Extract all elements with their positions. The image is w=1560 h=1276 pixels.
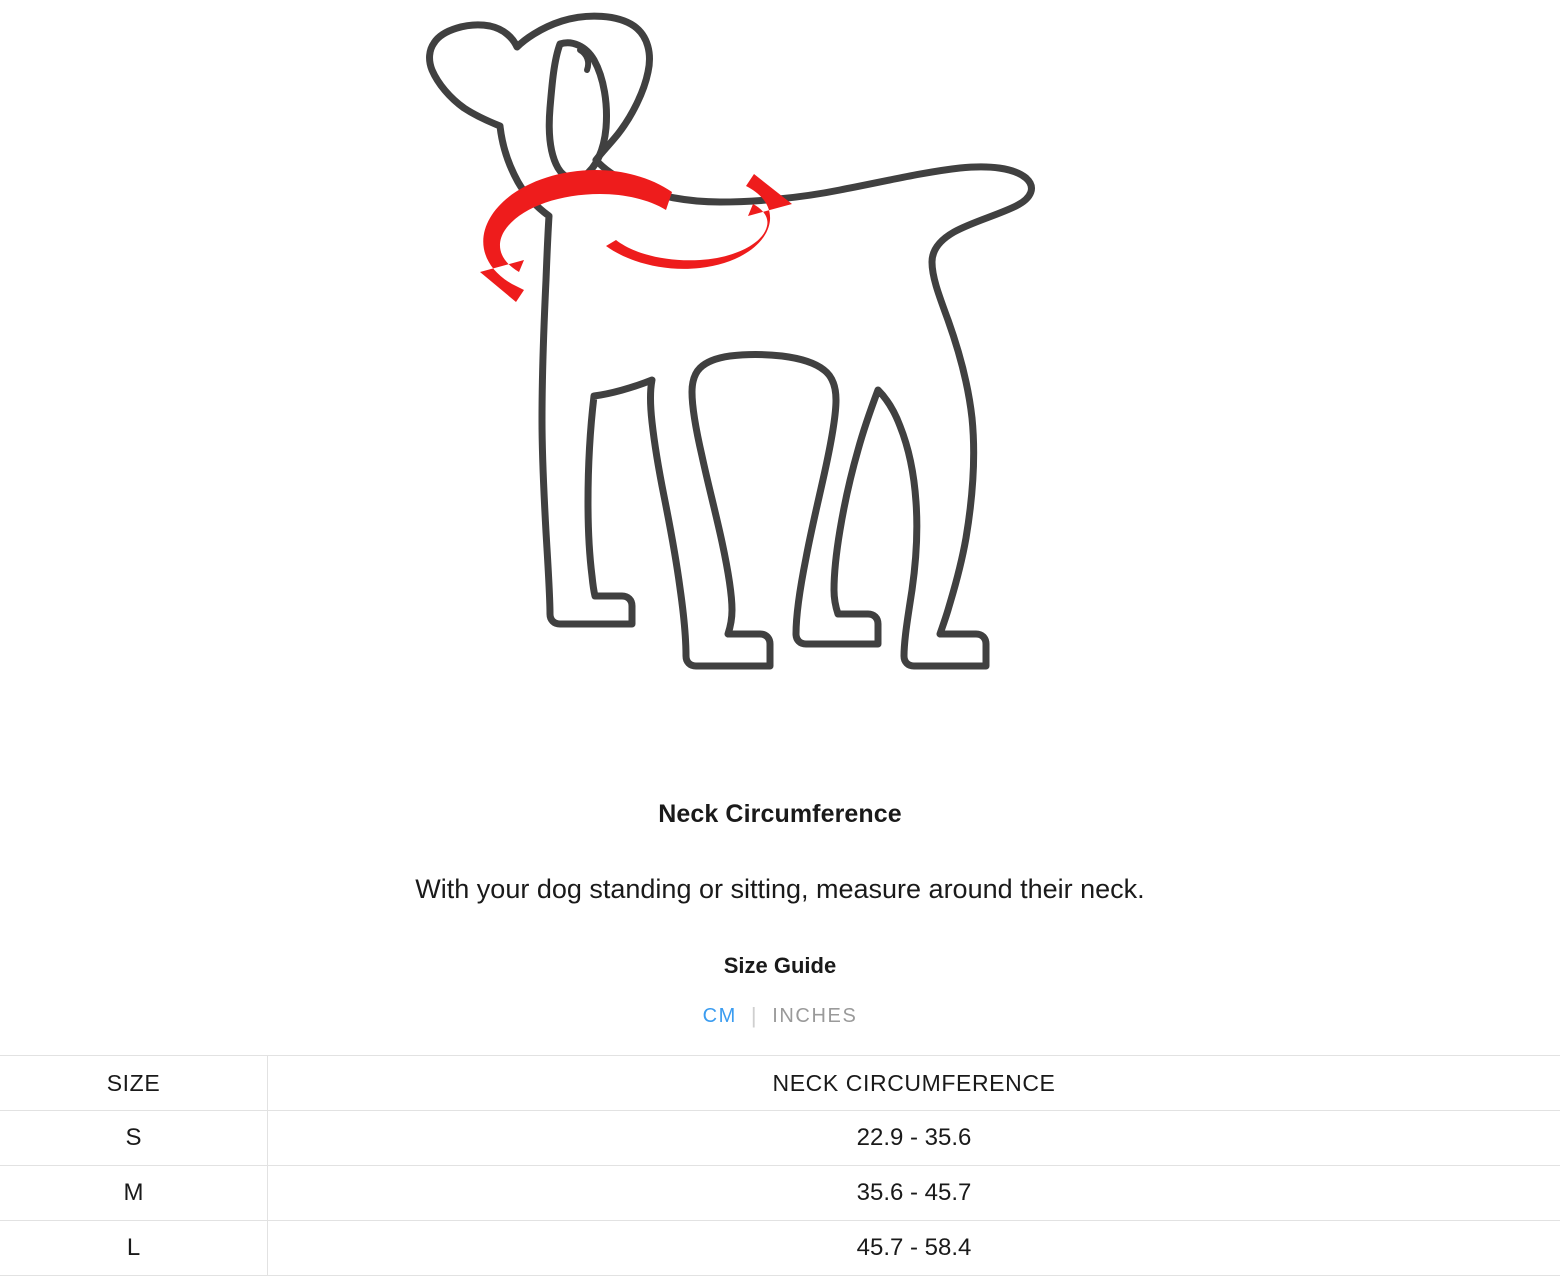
unit-inches-option[interactable]: INCHES xyxy=(772,1004,858,1027)
measure-instruction: With your dog standing or sitting, measure around their neck. xyxy=(415,874,1145,904)
cell-size: L xyxy=(0,1221,268,1276)
table-row xyxy=(0,1166,1560,1221)
unit-toggle xyxy=(703,1003,858,1029)
cell-size: S xyxy=(0,1111,268,1166)
table-row xyxy=(0,1111,1560,1166)
column-header-size: SIZE xyxy=(0,1056,268,1111)
page-title: Neck Circumference xyxy=(658,800,902,828)
neck-measure-arrow-icon xyxy=(480,170,792,302)
unit-separator: | xyxy=(750,1003,759,1028)
dog-side-profile-neck-measurement-icon xyxy=(420,10,1140,710)
cell-size: M xyxy=(0,1166,268,1221)
column-header-neck-circumference: NECK CIRCUMFERENCE xyxy=(268,1056,1560,1111)
size-guide-table xyxy=(0,1055,1560,1276)
unit-cm-option[interactable]: CM xyxy=(702,1004,737,1027)
cell-measurement: 45.7 - 58.4 xyxy=(268,1221,1560,1276)
cell-measurement: 22.9 - 35.6 xyxy=(268,1111,1560,1166)
cell-measurement: 35.6 - 45.7 xyxy=(268,1166,1560,1221)
table-row xyxy=(0,1221,1560,1276)
size-guide-label: Size Guide xyxy=(723,953,837,978)
table-header-row xyxy=(0,1056,1560,1111)
